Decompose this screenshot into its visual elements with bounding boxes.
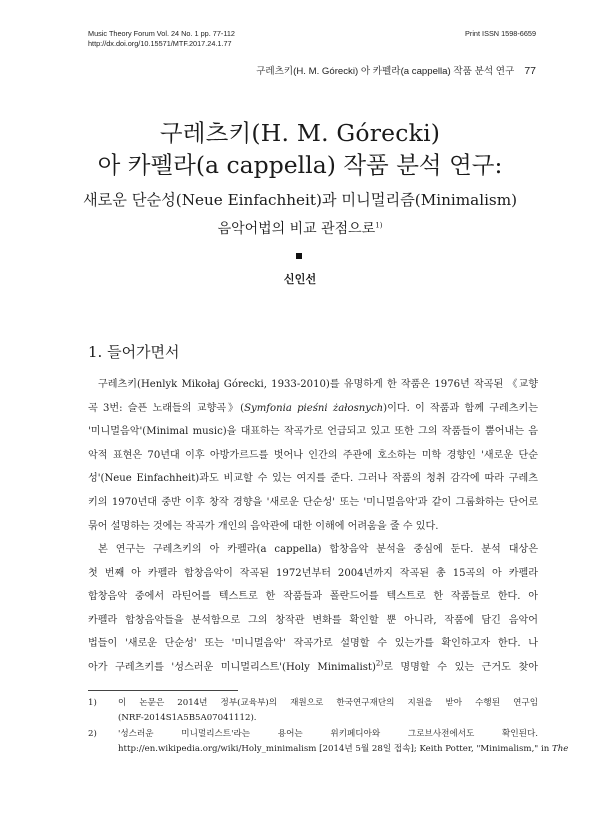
author-name: 신인선 (283, 274, 317, 286)
paragraph-line: 구레츠키(Henlyk Mikołaj Górecki, 1933-2010)를 유명하게 한 작품은 1976년 작곡된 《교향 (98, 379, 538, 390)
paragraph-line: 법들이 '새로운 단순성' 또는 '미니멀음악' 작곡가로 설명할 수 있는가를 확인하고자 한다. 나 (88, 638, 538, 650)
journal-meta (88, 29, 235, 49)
footnote-ref-2[interactable]: 2) (375, 659, 384, 668)
text-span: 곡 3번: 슬픈 노래들의 교향곡》( (88, 402, 245, 414)
footnote-2 (88, 727, 569, 757)
paragraph-line: 카펠라 합창음악들을 분석함으로 그의 창작관 변화를 확인할 뿐 아니라, 작품에 담긴 음악어 (88, 614, 538, 626)
footnote-number: 1) (88, 698, 97, 708)
paragraph-line: 첫 번째 아 카펠라 합창음악이 작곡된 1972년부터 2004년까지 작곡된 총 15곡의 아 카펠라 (88, 567, 538, 579)
subtitle-line-1: 새로운 단순성(Neue Einfachheit)과 미니멀리즘(Minimalism) (82, 191, 518, 209)
paragraph-line (88, 397, 538, 421)
footnote-text: 이 논문은 2014년 정부(교육부)의 재원으로 한국연구재단의 지원을 받아 수행된 연구임 (118, 698, 538, 708)
subtitle-text: 음악어법의 비교 관점으로 (217, 221, 376, 237)
footnote-divider (88, 690, 238, 691)
footnote-ref-1[interactable]: 1) (375, 221, 383, 230)
title-line-1: 구레츠키(H. M. Górecki) (159, 119, 441, 147)
page-number: 77 (524, 65, 536, 77)
text-span: 아가 구레츠키를 '성스러운 미니멀리스트'(Holy Minimalist) (88, 661, 376, 673)
footnote-text-cont (88, 742, 569, 757)
paragraph-line: 묶어 설명하는 것에는 작곡가 개인의 음악관에 대한 이해에 어려움을 줄 수 있다. (88, 520, 439, 532)
section-heading: 1. 들어가면서 (88, 343, 180, 361)
paragraph-line: '미니멀음악'(Minimal music)을 대표하는 작곡가로 언급되고 있고 또한 그의 작품들이 뿜어내는 음 (88, 426, 538, 438)
italic-title: Symfonia pieśni żałosnych (244, 402, 384, 414)
footnote-number: 2) (88, 729, 97, 739)
paragraph-line (88, 656, 538, 680)
footnote-1 (88, 696, 538, 726)
paragraph-2 (88, 538, 538, 680)
footnote-text-cont: (NRF-2014S1A5B5A07041112). (118, 713, 257, 723)
footnote-text: '성스러운 미니멀리스트'라는 용어는 위키페디아와 그로브사전에서도 확인된다. (118, 729, 538, 739)
paragraph-line: 악적 표현은 70년대 이후 아방가르드를 벗어나 인간의 주관에 호소하는 미학 경향인 '새로운 단순 (88, 449, 538, 461)
separator-square-icon (296, 253, 302, 259)
italic-title: The (552, 744, 569, 754)
title-line-2: 아 카펠라(a cappella) 작품 분석 연구: (97, 151, 503, 179)
text-span: 로 명명할 수 있는 근거도 찾아 (383, 661, 538, 673)
journal-citation: Music Theory Forum Vol. 24 No. 1 pp. 77-112 (88, 29, 235, 38)
paragraph-line: 합창음악 중에서 라틴어를 텍스트로 한 작품들과 폴란드어를 텍스트로 한 작품들로 한다. 아 (88, 591, 538, 603)
paragraph-1 (88, 373, 538, 538)
subtitle-line-2 (0, 218, 600, 238)
paragraph-line: 본 연구는 구레츠키의 아 카펠라(a cappella) 합창음악 분석을 중심에 둔다. 분석 대상은 (98, 544, 538, 555)
wikipedia-link[interactable]: http://en.wikipedia.org/wiki/Holy_minimalism [2014년 5월 28일 접속]; Keith Potter, "Minimalism," in (118, 744, 550, 754)
running-title: 구레츠키(H. M. Górecki) 아 카펠라(a cappella) 작품 분석 연구 (256, 66, 515, 77)
running-header (256, 63, 536, 77)
issn-label: Print ISSN 1598-6659 (465, 29, 536, 38)
paragraph-line: 성'(Neue Einfachheit)과도 비교할 수 있는 여지를 준다. 그러나 작품의 청취 감각에 따라 구레츠 (88, 473, 538, 485)
doi-link[interactable]: http://dx.doi.org/10.15571/MTF.2017.24.1.77 (88, 39, 232, 48)
text-span: )이다. 이 작품과 함께 구레츠키는 (383, 402, 538, 414)
paragraph-line: 키의 1970년대 중반 이후 창작 경향을 '새로운 단순성' 또는 '미니멀음악'과 같이 그룹화하는 단어로 (88, 496, 538, 508)
